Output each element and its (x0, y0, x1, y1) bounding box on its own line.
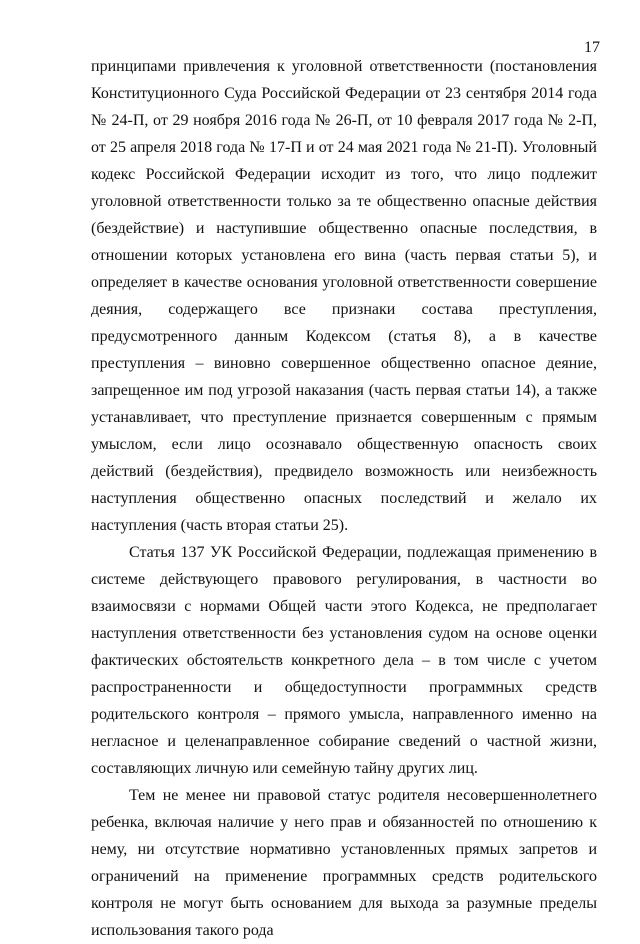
paragraph-parental-status: Тем не менее ни правовой статус родителя несовершеннолетнего ребенка, включая наличие у него прав и обязанностей по отношению к нему, ни отсутствие нормативно установленных прямых запретов и ограничений на применение программных средств родительского контроля не могут быть основанием для выхода за разумные пределы использования такого рода (91, 787, 597, 939)
body-text (91, 53, 597, 944)
paragraph-continuation: принципами привлечения к уголовной ответственности (постановления Конституционного Суда Российской Федерации от 23 сентября 2014 года № 24-П, от 29 ноября 2016 года № 26-П, от 10 февраля 2017 года № 2-П, от 25 апреля 2018 года № 17-П и от 24 мая 2021 года № 21-П). Уголовный кодекс Российской Федерации исходит из того, что лицо подлежит уголовной ответственности только за те общественно опасные действия (бездействие) и наступившие общественно опасные последствия, в отношении которых установлена его вина (часть первая статьи 5), и определяет в качестве основания уголовной ответственности совершение деяния, содержащего все признаки состава преступления, предусмотренного данным Кодексом (статья 8), а в качестве преступления – виновно совершенное общественно опасное деяние, запрещенное им под угрозой наказания (часть первая статьи 14), а также устанавливает, что преступление признается совершенным с прямым умыслом, если лицо осознавало общественную опасность своих действий (бездействия), предвидело возможность или неизбежность наступления общественно опасных последствий и желало их наступления (часть вторая статьи 25). (91, 58, 597, 534)
page-number: 17 (584, 39, 600, 56)
paragraph-article-137: Статья 137 УК Российской Федерации, подлежащая применению в системе действующего правового регулирования, в частности во взаимосвязи с нормами Общей части этого Кодекса, не предполагает наступления ответственности без установления судом на основе оценки фактических обстоятельств конкретного дела – в том числе с учетом распространенности и общедоступности программных средств родительского контроля – прямого умысла, направленного именно на негласное и целенаправленное собирание сведений о частной жизни, составляющих личную или семейную тайну других лиц. (91, 544, 597, 777)
